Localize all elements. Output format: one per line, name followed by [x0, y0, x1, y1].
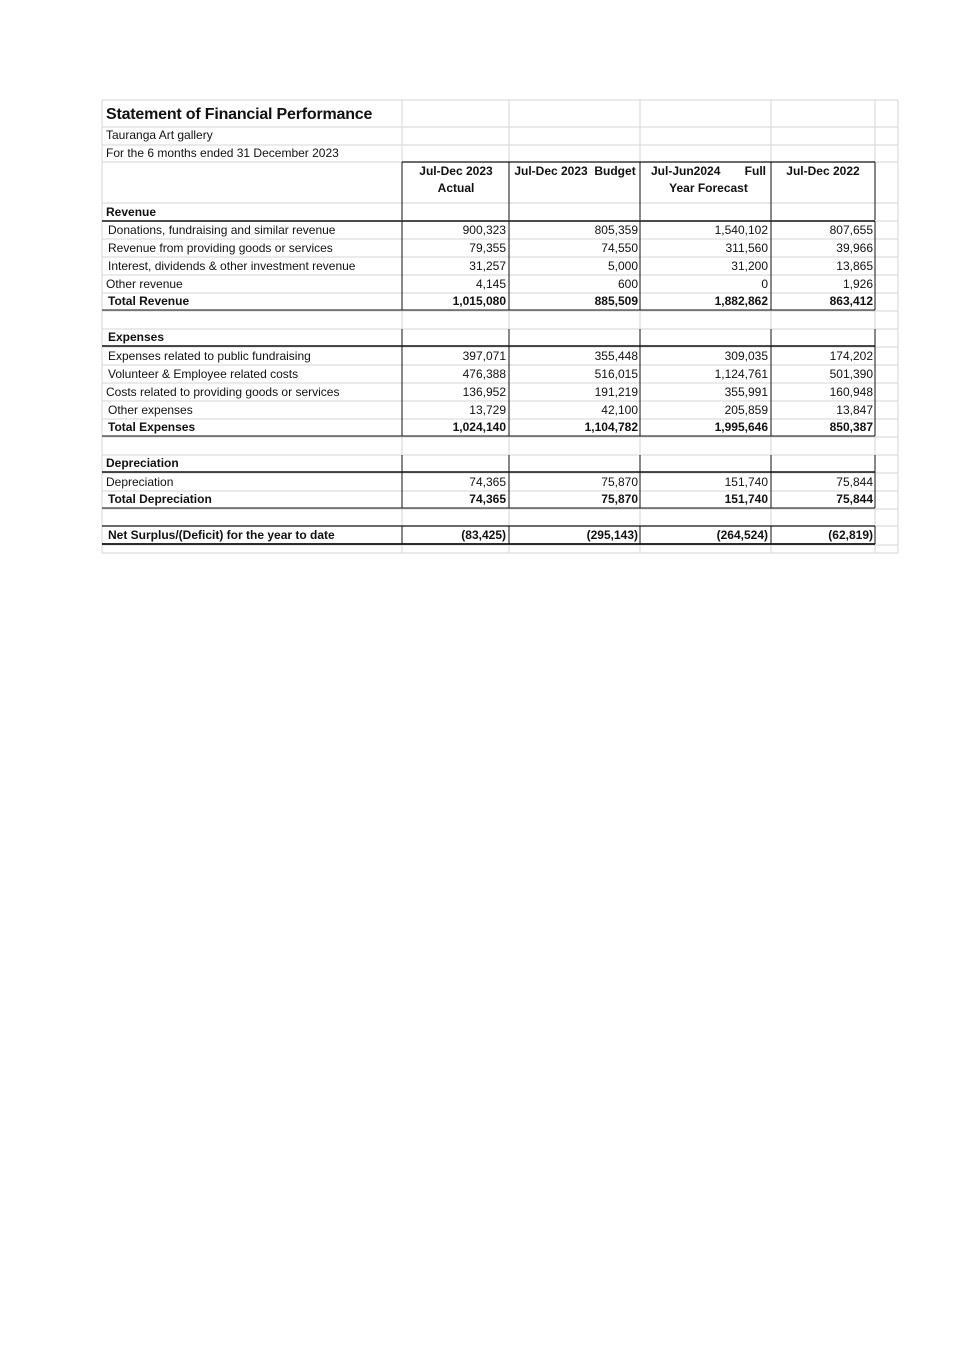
- total-budget: 1,104,782: [584, 420, 638, 434]
- cell-budget: 191,219: [594, 385, 638, 399]
- forecast-label-full: Full: [744, 164, 766, 178]
- column-header-budget: Jul-Dec 2023 Budget: [514, 164, 636, 178]
- row-label: Donations, fundraising and similar revenue: [108, 223, 336, 237]
- net-budget: (295,143): [586, 528, 638, 542]
- total-forecast: 1,995,646: [714, 420, 768, 434]
- cell-forecast: 31,200: [731, 259, 768, 273]
- total-prior-year: 863,412: [829, 294, 873, 308]
- section-heading-expenses: Expenses: [108, 330, 165, 344]
- cell-forecast: 1,124,761: [714, 367, 768, 381]
- total-actual: 1,024,140: [452, 420, 506, 434]
- cell-budget: 74,550: [601, 241, 638, 255]
- cell-prior-year: 174,202: [829, 349, 873, 363]
- cell-budget: 75,870: [601, 475, 638, 489]
- section-heading-depreciation: Depreciation: [106, 456, 179, 470]
- column-header-prior-year: Jul-Dec 2022: [786, 164, 860, 178]
- cell-prior-year: 160,948: [829, 385, 873, 399]
- row-label: Other revenue: [106, 277, 183, 291]
- row-label: Expenses related to public fundraising: [108, 349, 311, 363]
- cell-forecast: 1,540,102: [714, 223, 768, 237]
- column-header-actual-line2: Actual: [437, 181, 475, 195]
- cell-actual: 31,257: [469, 259, 506, 273]
- total-actual: 1,015,080: [452, 294, 506, 308]
- cell-forecast: 151,740: [724, 475, 768, 489]
- total-forecast: 1,882,862: [714, 294, 768, 308]
- cell-actual: 476,388: [462, 367, 506, 381]
- cell-prior-year: 13,847: [836, 403, 873, 417]
- cell-prior-year: 39,966: [836, 241, 873, 255]
- row-label: Costs related to providing goods or services: [106, 385, 340, 399]
- net-forecast: (264,524): [716, 528, 768, 542]
- cell-actual: 900,323: [462, 223, 506, 237]
- row-label: Revenue from providing goods or services: [108, 241, 333, 255]
- cell-actual: 136,952: [462, 385, 506, 399]
- cell-budget: 516,015: [594, 367, 638, 381]
- cell-forecast: 205,859: [724, 403, 768, 417]
- cell-forecast: 311,560: [725, 241, 768, 255]
- cell-budget: 5,000: [607, 259, 638, 273]
- section-heading-revenue: Revenue: [106, 205, 157, 219]
- cell-forecast: 0: [761, 277, 768, 291]
- cell-actual: 397,071: [462, 349, 506, 363]
- organisation-name: Tauranga Art gallery: [106, 128, 213, 142]
- net-actual: (83,425): [461, 528, 506, 542]
- cell-budget: 355,448: [594, 349, 638, 363]
- cell-budget: 805,359: [594, 223, 638, 237]
- row-label: Interest, dividends & other investment revenue: [108, 259, 356, 273]
- cell-actual: 74,365: [469, 475, 506, 489]
- cell-actual: 13,729: [469, 403, 506, 417]
- row-label: Depreciation: [106, 475, 174, 489]
- total-prior-year: 850,387: [829, 420, 873, 434]
- total-label: Total Depreciation: [108, 492, 212, 506]
- cell-forecast: 309,035: [724, 349, 768, 363]
- cell-prior-year: 807,655: [829, 223, 873, 237]
- total-forecast: 151,740: [724, 492, 768, 506]
- column-header-actual: [404, 163, 508, 197]
- cell-actual: 4,145: [475, 277, 506, 291]
- page-title: Statement of Financial Performance: [106, 106, 373, 123]
- total-budget: 885,509: [594, 294, 638, 308]
- cell-forecast: 355,991: [724, 385, 768, 399]
- net-prior-year: (62,819): [828, 528, 873, 542]
- total-actual: 74,365: [469, 492, 506, 506]
- period-subtitle: For the 6 months ended 31 December 2023: [106, 146, 339, 160]
- row-label: Volunteer & Employee related costs: [108, 367, 299, 381]
- cell-budget: 600: [617, 277, 638, 291]
- total-prior-year: 75,844: [836, 492, 873, 506]
- cell-prior-year: 501,390: [829, 367, 873, 381]
- column-header-forecast-line1: [651, 163, 766, 180]
- cell-prior-year: 75,844: [836, 475, 873, 489]
- forecast-label-year: Jul-Jun2024: [651, 164, 721, 178]
- total-label: Total Expenses: [108, 420, 196, 434]
- cell-actual: 79,355: [469, 241, 506, 255]
- row-label: Other expenses: [108, 403, 193, 417]
- cell-prior-year: 1,926: [842, 277, 873, 291]
- cell-prior-year: 13,865: [836, 259, 873, 273]
- forecast-label-year-forecast: Year Forecast: [669, 181, 748, 195]
- total-label: Total Revenue: [108, 294, 190, 308]
- total-budget: 75,870: [601, 492, 638, 506]
- column-header-actual-line1: Jul-Dec 2023: [419, 164, 493, 178]
- cell-budget: 42,100: [601, 403, 638, 417]
- net-surplus-label: Net Surplus/(Deficit) for the year to date: [108, 528, 335, 542]
- column-header-forecast: [651, 163, 766, 197]
